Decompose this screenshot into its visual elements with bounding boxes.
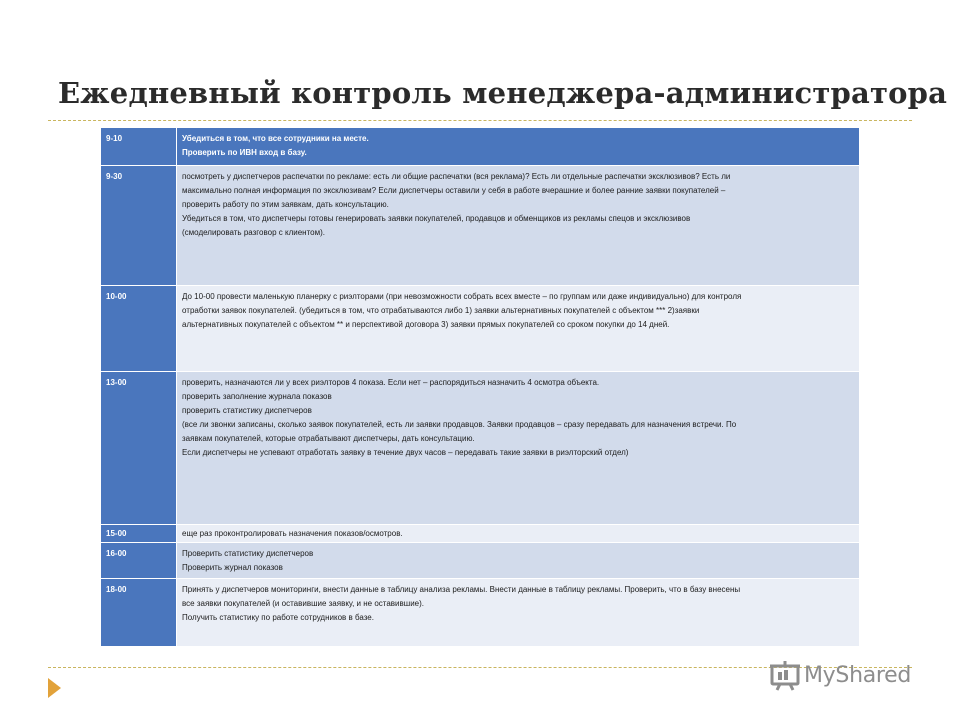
time-cell: 13-00 xyxy=(101,372,177,525)
table-row xyxy=(101,128,860,166)
task-line: (смоделировать разговор с клиентом). xyxy=(182,228,325,237)
slide-title: Ежедневный контроль менеджера-администратора xyxy=(58,76,948,110)
table-row xyxy=(101,372,860,525)
task-line: проверить работу по этим заявкам, дать консультацию. xyxy=(182,200,389,209)
time-cell: 9-30 xyxy=(101,166,177,286)
time-cell: 9-10 xyxy=(101,128,177,166)
task-line: До 10-00 провести маленькую планерку с риэлторами (при невозможности собрать всех вместе – по группам или даже индивидуально) для контроля xyxy=(182,292,742,301)
task-cell xyxy=(177,372,860,525)
time-cell: 15-00 xyxy=(101,525,177,543)
task-cell xyxy=(177,525,860,543)
task-line: Проверить журнал показов xyxy=(182,563,283,572)
top-divider xyxy=(48,120,912,121)
task-line: проверить статистику диспетчеров xyxy=(182,406,312,415)
task-line: Проверить статистику диспетчеров xyxy=(182,549,314,558)
table-row xyxy=(101,543,860,579)
task-line: проверить, назначаются ли у всех риэлторов 4 показа. Если нет – распорядиться назначить 4 осмотра объекта. xyxy=(182,378,600,387)
task-line: Принять у диспетчеров мониторинги, внести данные в таблицу анализа рекламы. Внести данные в таблицу рекламы. Проверить, что в базу внесены xyxy=(182,585,741,594)
task-line: еще раз проконтролировать назначения показов/осмотров. xyxy=(182,529,403,538)
projector-screen-icon xyxy=(768,658,802,692)
task-line: отработки заявок покупателей. (убедиться в том, что отрабатываются либо 1) заявки альтернативных покупателей с объектом *** 2)заявки xyxy=(182,306,700,315)
table-row xyxy=(101,286,860,372)
table-row xyxy=(101,525,860,543)
task-line: заявкам покупателей, которые отрабатывают диспетчеры, дать консультацию. xyxy=(182,434,475,443)
watermark-text: MyShared xyxy=(804,662,912,688)
time-cell: 10-00 xyxy=(101,286,177,372)
task-line: посмотреть у диспетчеров распечатки по рекламе: есть ли общие распечатки (вся реклама)? Есть ли отдельные распечатки эксклюзивов? Есть ли xyxy=(182,172,731,181)
task-cell xyxy=(177,286,860,372)
table-row xyxy=(101,579,860,647)
table-row xyxy=(101,166,860,286)
task-cell xyxy=(177,128,860,166)
task-line: проверить заполнение журнала показов xyxy=(182,392,332,401)
task-line: Убедиться в том, что диспетчеры готовы генерировать заявки покупателей, продавцов и обменщиков из рекламы спецов и эксклюзивов xyxy=(182,214,691,223)
play-triangle-icon xyxy=(48,678,61,698)
task-line: Убедиться в том, что все сотрудники на месте. xyxy=(182,134,369,143)
task-line: альтернативных покупателей с объектом ** и перспективой договора 3) заявки прямых покупателей со сроком покупки до 14 дней. xyxy=(182,320,670,329)
task-cell xyxy=(177,166,860,286)
task-line: (все ли звонки записаны, сколько заявок покупателей, есть ли заявки продавцов. Заявки продавцов – сразу передавать для назначения встречи. По xyxy=(182,420,737,429)
task-line: Если диспетчеры не успевают отработать заявку в течение двух часов – передавать такие заявки в риэлторский отдел) xyxy=(182,448,629,457)
task-line: Получить статистику по работе сотрудников в базе. xyxy=(182,613,374,622)
task-line: Проверить по ИВН вход в базу. xyxy=(182,148,307,157)
time-cell: 18-00 xyxy=(101,579,177,647)
time-cell: 16-00 xyxy=(101,543,177,579)
task-line: максимально полная информация по эксклюзивам? Если диспетчеры оставили у себя в работе вчерашние и более ранние заявки покупателей – xyxy=(182,186,726,195)
task-line: все заявки покупателей (и оставившие заявку, и не оставившие). xyxy=(182,599,424,608)
task-cell xyxy=(177,543,860,579)
task-cell xyxy=(177,579,860,647)
watermark-logo xyxy=(768,658,911,692)
schedule-table xyxy=(100,127,860,647)
